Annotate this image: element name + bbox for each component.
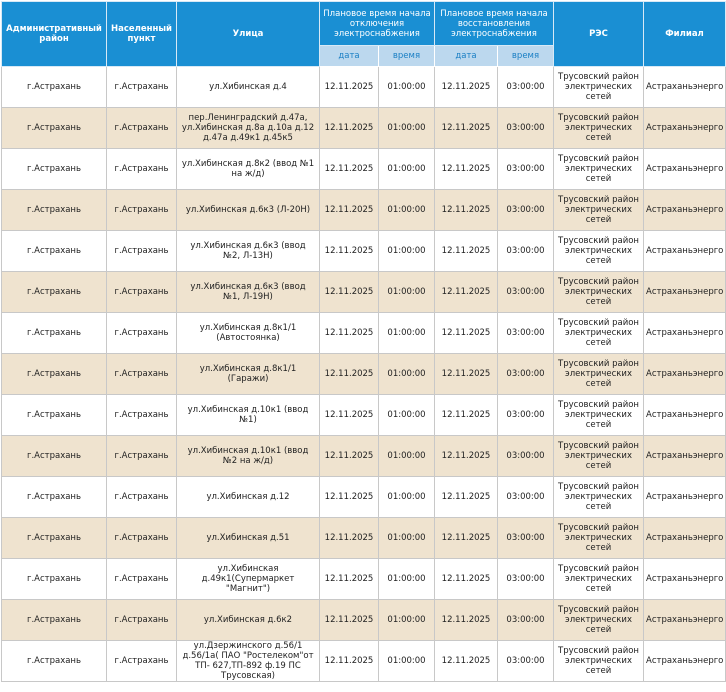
- cell-locality: г.Астрахань: [107, 108, 177, 149]
- cell-street: ул.Хибинская д.6к3 (ввод №1, Л-19Н): [177, 272, 320, 313]
- table-header: [2, 2, 726, 67]
- table-row: [2, 272, 726, 313]
- cell-res: Трусовский район электрических сетей: [554, 436, 644, 477]
- cell-branch: Астраханьэнерго: [644, 190, 726, 231]
- cell-street: ул.Хибинская д.12: [177, 477, 320, 518]
- cell-locality: г.Астрахань: [107, 518, 177, 559]
- cell-on-date: 12.11.2025: [435, 231, 498, 272]
- cell-district: г.Астрахань: [2, 600, 107, 641]
- cell-street: ул.Хибинская д.10к1 (ввод №1): [177, 395, 320, 436]
- table-row: [2, 395, 726, 436]
- cell-off-time: 01:00:00: [379, 354, 435, 395]
- cell-off-date: 12.11.2025: [320, 436, 379, 477]
- cell-off-time: 01:00:00: [379, 395, 435, 436]
- cell-on-time: 03:00:00: [498, 108, 554, 149]
- cell-street: ул.Хибинская д.6к3 (Л-20Н): [177, 190, 320, 231]
- cell-res: Трусовский район электрических сетей: [554, 395, 644, 436]
- cell-off-time: 01:00:00: [379, 559, 435, 600]
- cell-district: г.Астрахань: [2, 641, 107, 682]
- cell-res: Трусовский район электрических сетей: [554, 190, 644, 231]
- table-row: [2, 231, 726, 272]
- cell-branch: Астраханьэнерго: [644, 149, 726, 190]
- col-header-district: Административный район: [2, 2, 107, 67]
- cell-branch: Астраханьэнерго: [644, 67, 726, 108]
- cell-branch: Астраханьэнерго: [644, 518, 726, 559]
- cell-res: Трусовский район электрических сетей: [554, 600, 644, 641]
- cell-street: ул.Хибинская д.6к2: [177, 600, 320, 641]
- cell-on-time: 03:00:00: [498, 436, 554, 477]
- cell-off-date: 12.11.2025: [320, 231, 379, 272]
- cell-branch: Астраханьэнерго: [644, 395, 726, 436]
- cell-off-time: 01:00:00: [379, 518, 435, 559]
- table-row: [2, 641, 726, 682]
- cell-off-time: 01:00:00: [379, 600, 435, 641]
- cell-street: ул.Хибинская д.51: [177, 518, 320, 559]
- table-row: [2, 518, 726, 559]
- cell-locality: г.Астрахань: [107, 313, 177, 354]
- cell-off-date: 12.11.2025: [320, 395, 379, 436]
- cell-off-time: 01:00:00: [379, 272, 435, 313]
- cell-locality: г.Астрахань: [107, 477, 177, 518]
- subheader-off-time: время: [379, 46, 435, 67]
- cell-locality: г.Астрахань: [107, 354, 177, 395]
- col-header-street: Улица: [177, 2, 320, 67]
- cell-district: г.Астрахань: [2, 395, 107, 436]
- cell-on-time: 03:00:00: [498, 313, 554, 354]
- cell-on-time: 03:00:00: [498, 395, 554, 436]
- cell-res: Трусовский район электрических сетей: [554, 641, 644, 682]
- cell-district: г.Астрахань: [2, 436, 107, 477]
- cell-branch: Астраханьэнерго: [644, 108, 726, 149]
- cell-district: г.Астрахань: [2, 67, 107, 108]
- col-header-planned-off: Плановое время начала отключения электроснабжения: [320, 2, 435, 46]
- cell-locality: г.Астрахань: [107, 600, 177, 641]
- cell-on-time: 03:00:00: [498, 272, 554, 313]
- cell-district: г.Астрахань: [2, 518, 107, 559]
- cell-off-time: 01:00:00: [379, 477, 435, 518]
- cell-res: Трусовский район электрических сетей: [554, 67, 644, 108]
- cell-off-date: 12.11.2025: [320, 313, 379, 354]
- cell-district: г.Астрахань: [2, 272, 107, 313]
- cell-off-time: 01:00:00: [379, 231, 435, 272]
- table-row: [2, 313, 726, 354]
- col-header-res: РЭС: [554, 2, 644, 67]
- cell-res: Трусовский район электрических сетей: [554, 354, 644, 395]
- cell-branch: Астраханьэнерго: [644, 354, 726, 395]
- cell-off-date: 12.11.2025: [320, 108, 379, 149]
- cell-locality: г.Астрахань: [107, 272, 177, 313]
- cell-branch: Астраханьэнерго: [644, 272, 726, 313]
- table-body: [2, 67, 726, 682]
- cell-branch: Астраханьэнерго: [644, 477, 726, 518]
- cell-res: Трусовский район электрических сетей: [554, 313, 644, 354]
- cell-district: г.Астрахань: [2, 559, 107, 600]
- col-header-locality: Населенный пункт: [107, 2, 177, 67]
- cell-locality: г.Астрахань: [107, 190, 177, 231]
- cell-on-date: 12.11.2025: [435, 395, 498, 436]
- cell-on-time: 03:00:00: [498, 149, 554, 190]
- table-row: [2, 354, 726, 395]
- cell-district: г.Астрахань: [2, 477, 107, 518]
- cell-res: Трусовский район электрических сетей: [554, 272, 644, 313]
- table-row: [2, 436, 726, 477]
- cell-off-time: 01:00:00: [379, 313, 435, 354]
- cell-on-time: 03:00:00: [498, 190, 554, 231]
- cell-district: г.Астрахань: [2, 354, 107, 395]
- cell-street: ул.Дзержинского д.56/1 д.56/1а( ПАО "Ростелеком"от ТП- 627,ТП-892 ф.19 ПС Трусовская): [177, 641, 320, 682]
- outage-table: [1, 1, 726, 682]
- cell-on-time: 03:00:00: [498, 559, 554, 600]
- cell-street: пер.Ленинградский д.47а, ул.Хибинская д.8а д.10а д.12 д.47а д.49к1 д.45к5: [177, 108, 320, 149]
- cell-off-date: 12.11.2025: [320, 272, 379, 313]
- cell-res: Трусовский район электрических сетей: [554, 477, 644, 518]
- cell-street: ул.Хибинская д.6к3 (ввод №2, Л-13Н): [177, 231, 320, 272]
- table-row: [2, 149, 726, 190]
- cell-on-time: 03:00:00: [498, 67, 554, 108]
- cell-on-date: 12.11.2025: [435, 518, 498, 559]
- cell-off-date: 12.11.2025: [320, 149, 379, 190]
- cell-on-date: 12.11.2025: [435, 313, 498, 354]
- cell-on-time: 03:00:00: [498, 600, 554, 641]
- cell-off-date: 12.11.2025: [320, 477, 379, 518]
- cell-on-date: 12.11.2025: [435, 272, 498, 313]
- col-header-branch: Филиал: [644, 2, 726, 67]
- cell-district: г.Астрахань: [2, 313, 107, 354]
- cell-on-time: 03:00:00: [498, 477, 554, 518]
- cell-on-date: 12.11.2025: [435, 477, 498, 518]
- cell-off-time: 01:00:00: [379, 67, 435, 108]
- cell-on-date: 12.11.2025: [435, 436, 498, 477]
- cell-off-date: 12.11.2025: [320, 67, 379, 108]
- cell-off-date: 12.11.2025: [320, 518, 379, 559]
- table-row: [2, 67, 726, 108]
- cell-street: ул.Хибинская д.8к2 (ввод №1 на ж/д): [177, 149, 320, 190]
- subheader-off-date: дата: [320, 46, 379, 67]
- cell-branch: Астраханьэнерго: [644, 641, 726, 682]
- cell-locality: г.Астрахань: [107, 436, 177, 477]
- cell-locality: г.Астрахань: [107, 231, 177, 272]
- cell-on-date: 12.11.2025: [435, 67, 498, 108]
- cell-street: ул.Хибинская д.49к1(Супермаркет "Магнит"): [177, 559, 320, 600]
- subheader-on-time: время: [498, 46, 554, 67]
- cell-locality: г.Астрахань: [107, 559, 177, 600]
- cell-district: г.Астрахань: [2, 190, 107, 231]
- cell-street: ул.Хибинская д.10к1 (ввод №2 на ж/д): [177, 436, 320, 477]
- table-row: [2, 190, 726, 231]
- cell-locality: г.Астрахань: [107, 395, 177, 436]
- cell-on-time: 03:00:00: [498, 518, 554, 559]
- cell-on-date: 12.11.2025: [435, 149, 498, 190]
- col-header-planned-restore: Плановое время начала восстановления электроснабжения: [435, 2, 554, 46]
- cell-res: Трусовский район электрических сетей: [554, 518, 644, 559]
- cell-on-time: 03:00:00: [498, 641, 554, 682]
- cell-off-time: 01:00:00: [379, 108, 435, 149]
- cell-off-time: 01:00:00: [379, 436, 435, 477]
- cell-branch: Астраханьэнерго: [644, 313, 726, 354]
- subheader-on-date: дата: [435, 46, 498, 67]
- cell-off-time: 01:00:00: [379, 641, 435, 682]
- cell-off-date: 12.11.2025: [320, 559, 379, 600]
- cell-district: г.Астрахань: [2, 108, 107, 149]
- cell-on-date: 12.11.2025: [435, 108, 498, 149]
- cell-on-date: 12.11.2025: [435, 354, 498, 395]
- table-row: [2, 477, 726, 518]
- cell-on-date: 12.11.2025: [435, 559, 498, 600]
- cell-locality: г.Астрахань: [107, 67, 177, 108]
- cell-branch: Астраханьэнерго: [644, 559, 726, 600]
- cell-on-date: 12.11.2025: [435, 190, 498, 231]
- cell-res: Трусовский район электрических сетей: [554, 108, 644, 149]
- cell-on-date: 12.11.2025: [435, 600, 498, 641]
- cell-off-date: 12.11.2025: [320, 641, 379, 682]
- cell-on-date: 12.11.2025: [435, 641, 498, 682]
- cell-on-time: 03:00:00: [498, 231, 554, 272]
- cell-street: ул.Хибинская д.8к1/1 (Гаражи): [177, 354, 320, 395]
- table-row: [2, 600, 726, 641]
- table-row: [2, 108, 726, 149]
- cell-branch: Астраханьэнерго: [644, 436, 726, 477]
- cell-locality: г.Астрахань: [107, 641, 177, 682]
- cell-locality: г.Астрахань: [107, 149, 177, 190]
- cell-street: ул.Хибинская д.4: [177, 67, 320, 108]
- cell-branch: Астраханьэнерго: [644, 600, 726, 641]
- cell-res: Трусовский район электрических сетей: [554, 149, 644, 190]
- cell-off-time: 01:00:00: [379, 190, 435, 231]
- cell-district: г.Астрахань: [2, 149, 107, 190]
- cell-res: Трусовский район электрических сетей: [554, 231, 644, 272]
- cell-off-date: 12.11.2025: [320, 190, 379, 231]
- cell-res: Трусовский район электрических сетей: [554, 559, 644, 600]
- cell-branch: Астраханьэнерго: [644, 231, 726, 272]
- cell-off-time: 01:00:00: [379, 149, 435, 190]
- cell-off-date: 12.11.2025: [320, 354, 379, 395]
- cell-street: ул.Хибинская д.8к1/1 (Автостоянка): [177, 313, 320, 354]
- cell-district: г.Астрахань: [2, 231, 107, 272]
- cell-off-date: 12.11.2025: [320, 600, 379, 641]
- table-row: [2, 559, 726, 600]
- cell-on-time: 03:00:00: [498, 354, 554, 395]
